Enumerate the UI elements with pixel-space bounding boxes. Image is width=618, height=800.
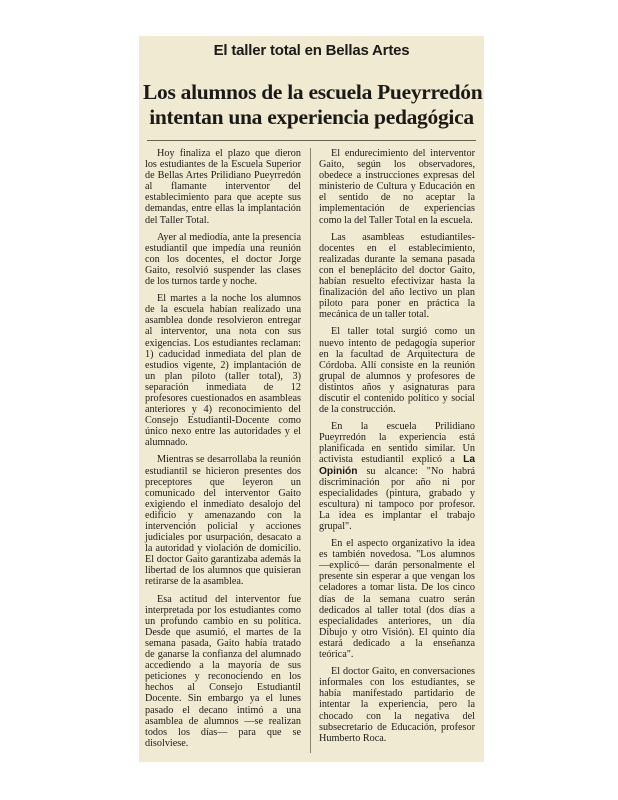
column-divider	[310, 148, 311, 753]
paragraph: El endurecimiento del interventor Gaito, según los observadores, obedece a instrucciones expresas del ministerio de Cultura y Educación en el sentido de no aceptar la implementación de experiencias como la del Taller Total en la escuela.	[319, 148, 475, 226]
paragraph: Ayer al mediodía, ante la presencia estudiantil que impedía una reunión con los docentes, el doctor Jorge Gaito, resolvió suspender las clases de los turnos tarde y noche.	[145, 231, 301, 288]
paragraph-text: En la escuela Prilidiano Pueyrredón la experiencia está planificada en sentido similar. Un activista estudiantil explicó a	[319, 421, 475, 466]
paragraph: Las asambleas estudiantiles-docentes en el establecimiento, realizadas durante la semana pasada con el beneplácito del doctor Gaito, habían resuelto efectivizar hasta la finalización del año lectivo un plan piloto para poner en práctica la mecánica de un taller total.	[319, 231, 475, 321]
headline-line-2: intentan una experiencia pedagógica	[149, 105, 474, 129]
paragraph	[319, 421, 475, 532]
paragraph: El taller total surgió como un nuevo intento de pedagogía superior en la facultad de Arquitectura de Córdoba. Allí consiste en la reunión grupal de alumnos y profesores de distintos años y asignaturas para discutir el contenido político y social de la construcción.	[319, 326, 475, 416]
newspaper-name: La Opinión	[319, 454, 475, 477]
headline-rule	[147, 140, 476, 141]
left-column	[145, 148, 301, 755]
headline	[143, 80, 483, 130]
paragraph: Mientras se desarrollaba la reunión estudiantil se hicieron presentes dos preceptores que leyeron un comunicado del interventor Gaito exigiendo el inmediato desalojo del edificio y amenazando con la intervención policial y acciones judiciales por usurpación, desacato a la autoridad y violación de domicilio. El doctor Gaito garantizaba además la libertad de los alumnos que quisieran retirarse de la asamblea.	[145, 454, 301, 588]
paragraph: El martes a la noche los alumnos de la escuela habían realizado una asamblea donde resolvieron entregar al interventor, una nota con sus exigencias. Los estudiantes reclaman: 1) caducidad inmediata del plan de estudios vigente, 2) implantación de un plan piloto (taller total), 3) separación inmediata de 12 profesores cuestionados en asambleas anteriores y 4) reconocimiento del Consejo Estudiantil-Docente como único nexo entre las autoridades y el alumnado.	[145, 293, 301, 449]
paragraph: En el aspecto organizativo la idea es también novedosa. "Los alumnos —explicó— darán personalmente el presente sin esperar a que vengan los celadores a tomar lista. De los cinco días de la semana cuatro serán dedicados al taller total (dos días a especialidades anteriores, un día Dibujo y otro Visión). El quinto día estará dedicado a la enseñanza teórica".	[319, 538, 475, 661]
paragraph: El doctor Gaito, en conversaciones informales con los estudiantes, se había manifestado partidario de intentar la experiencia, pero la chocado con la negativa del subsecretario de Educación, profesor Humberto Roca.	[319, 666, 475, 744]
kicker-heading: El taller total en Bellas Artes	[213, 42, 410, 59]
headline-line-1: Los alumnos de la escuela Pueyrredón	[143, 80, 483, 104]
right-column	[319, 148, 475, 750]
paragraph-text: su alcance: "No habrá discriminación por año ni por especialidades (pintura, grabado y escultura) ni tampoco por profesor. La idea es implantar el trabajo grupal".	[319, 465, 475, 532]
newspaper-clipping	[139, 36, 484, 762]
paragraph: Hoy finaliza el plazo que dieron los estudiantes de la Escuela Superior de Bellas Artes Prilidiano Pueyrredón al flamante interventor del establecimiento para que acepte sus demandas, entre ellas la implantación del Taller Total.	[145, 148, 301, 226]
paragraph: Esa actitud del interventor fue interpretada por los estudiantes como un profundo cambio en su política. Desde que asumió, el martes de la semana pasada, Gaito había tratado de ganarse la confianza del alumnado accediendo a la mayoría de sus peticiones y reconociendo en los hechos al Consejo Estudiantil Docente. Sin embargo ya el lunes pasado el decano intimó a una asamblea de alumnos —se realizan todos los días— para que se disolviese.	[145, 593, 301, 749]
